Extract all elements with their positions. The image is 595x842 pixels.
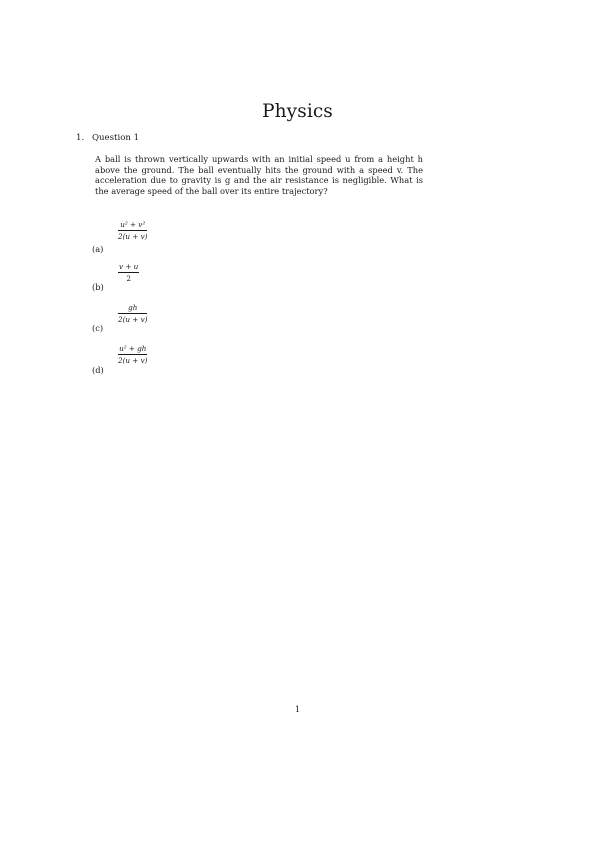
option-fraction (118, 262, 139, 283)
option-fraction (118, 220, 147, 241)
option-fraction (118, 303, 147, 324)
fraction-numerator: u² + gh (119, 344, 147, 353)
answer-option-d[interactable] (92, 343, 212, 383)
fraction-denominator: 2(u + v) (118, 315, 148, 324)
option-label: (a) (92, 244, 104, 254)
question-heading-label: Question 1 (91, 133, 140, 143)
option-label: (d) (92, 365, 104, 375)
fraction-denominator: 2(u + v) (118, 356, 148, 365)
question-text-line: above the ground. The ball eventually hits the ground with a speed v. The (95, 164, 423, 175)
page-number: 1 (294, 704, 301, 714)
question-number: 1. (76, 133, 85, 143)
question-text-line: A ball is thrown vertically upwards with an initial speed u from a height h (95, 154, 423, 164)
fraction-denominator: 2(u + v) (118, 232, 148, 241)
question-text (95, 154, 423, 196)
option-label: (b) (92, 282, 104, 292)
answer-option-b[interactable] (92, 261, 212, 301)
question-text-line: acceleration due to gravity is g and the air resistance is negligible. What is (95, 175, 423, 186)
answer-option-a[interactable] (92, 220, 212, 260)
option-label: (c) (92, 323, 104, 333)
fraction-denominator: 2 (126, 274, 131, 283)
fraction-numerator: gh (128, 303, 138, 312)
fraction-numerator: u² + v² (120, 220, 146, 229)
fraction-numerator: v + u (119, 262, 139, 271)
answer-option-c[interactable] (92, 302, 212, 342)
option-fraction (118, 344, 147, 365)
question-text-line: the average speed of the ball over its entire trajectory? (95, 185, 328, 196)
page-title: Physics (262, 101, 333, 122)
question-heading (76, 133, 139, 143)
